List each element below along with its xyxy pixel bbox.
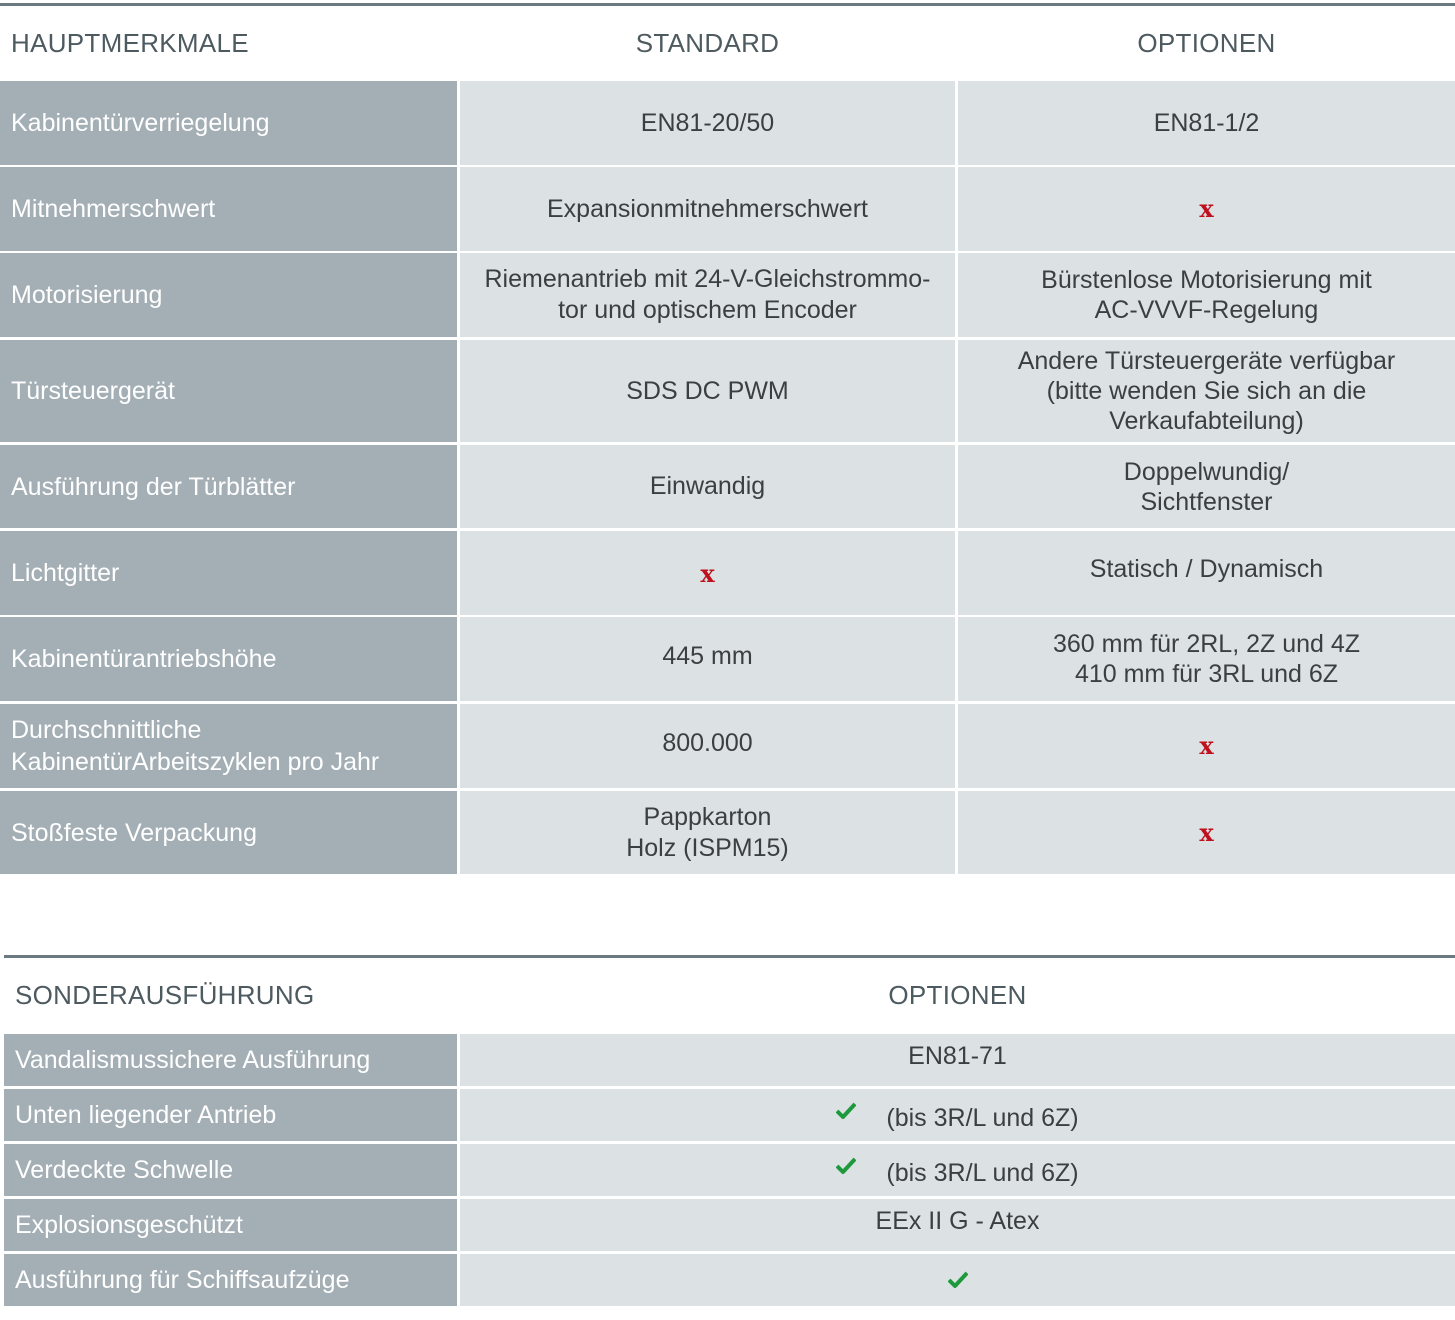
feature-label: Ausführung der Türblätter	[0, 445, 457, 528]
header-hauptmerkmale: HAUPTMERKMALE	[11, 27, 249, 58]
standard-value: Einwandig	[460, 445, 955, 528]
option-value	[460, 1089, 1455, 1141]
table-row	[4, 1034, 1455, 1086]
standard-value: EN81-20/50	[460, 81, 955, 165]
standard-value: 800.000	[460, 704, 955, 788]
header-sonderausfuehrung: SONDERAUSFÜHRUNG	[15, 980, 315, 1010]
x-mark-icon: x	[1199, 817, 1214, 847]
option-value: Bürstenlose Motorisierung mit AC-VVVF-Regelung	[958, 253, 1455, 337]
standard-value	[460, 531, 955, 615]
table-row	[0, 253, 1455, 337]
option-value: Statisch / Dynamisch	[958, 531, 1455, 615]
option-value	[460, 1144, 1455, 1196]
option-value: 360 mm für 2RL, 2Z und 4Z 410 mm für 3RL und 6Z	[958, 617, 1455, 701]
option-value	[958, 167, 1455, 251]
option-value: EEx II G - Atex	[460, 1199, 1455, 1251]
feature-label: Vandalismussichere Ausführung	[4, 1034, 457, 1086]
feature-label: Explosionsgeschützt	[4, 1199, 457, 1251]
option-value: EN81-71	[460, 1034, 1455, 1086]
standard-value: SDS DC PWM	[460, 340, 955, 442]
table-row	[0, 704, 1455, 788]
table-row	[0, 81, 1455, 165]
table2-header-row	[0, 958, 1455, 1033]
option-value	[958, 704, 1455, 788]
feature-label: Ausführung für Schiffsaufzüge	[4, 1254, 457, 1306]
standard-value: Pappkarton Holz (ISPM15)	[460, 791, 955, 874]
check-icon	[948, 1271, 968, 1289]
feature-label: Lichtgitter	[0, 531, 457, 615]
table-row	[0, 340, 1455, 442]
table-row	[0, 617, 1455, 701]
feature-label: Unten liegender Antrieb	[4, 1089, 457, 1141]
feature-label: Türsteuergerät	[0, 340, 457, 442]
standard-value: Riemenantrieb mit 24-V-Gleichstrommo- tor und optischem Encoder	[460, 253, 955, 337]
standard-value: 445 mm	[460, 617, 955, 701]
feature-label: Durchschnittliche KabinentürArbeitszyklen pro Jahr	[0, 704, 457, 788]
table1-header-row	[0, 6, 1455, 80]
option-value	[958, 791, 1455, 874]
feature-label: Motorisierung	[0, 253, 457, 337]
x-mark-icon: x	[700, 558, 715, 588]
x-mark-icon: x	[1199, 731, 1214, 760]
table-row	[0, 167, 1455, 251]
feature-label: Verdeckte Schwelle	[4, 1144, 457, 1196]
feature-label: Mitnehmerschwert	[0, 167, 457, 251]
option-value	[460, 1254, 1455, 1306]
table-row	[4, 1199, 1455, 1251]
table-row	[4, 1089, 1455, 1141]
check-icon	[836, 1157, 856, 1175]
table-row	[4, 1254, 1455, 1306]
header-optionen: OPTIONEN	[1137, 27, 1276, 58]
option-note: (bis 3R/L und 6Z)	[886, 1103, 1079, 1132]
header-standard: STANDARD	[635, 27, 780, 58]
x-mark-icon: x	[1199, 194, 1214, 223]
standard-value: Expansionmitnehmerschwert	[460, 167, 955, 251]
feature-label: Stoßfeste Verpackung	[0, 791, 457, 874]
table-row	[0, 531, 1455, 615]
option-value: Andere Türsteuergeräte verfügbar (bitte wenden Sie sich an die Verkaufabteilung)	[958, 340, 1455, 442]
table-row	[4, 1144, 1455, 1196]
table-row	[0, 791, 1455, 874]
feature-label: Kabinentürantriebshöhe	[0, 617, 457, 701]
option-value: EN81-1/2	[958, 81, 1455, 165]
check-icon	[836, 1102, 856, 1120]
option-note: (bis 3R/L und 6Z)	[886, 1158, 1079, 1187]
table-row	[0, 445, 1455, 528]
header-optionen-2: OPTIONEN	[888, 980, 1027, 1010]
option-value: Doppelwundig/ Sichtfenster	[958, 445, 1455, 528]
feature-label: Kabinentürverriegelung	[0, 81, 457, 165]
